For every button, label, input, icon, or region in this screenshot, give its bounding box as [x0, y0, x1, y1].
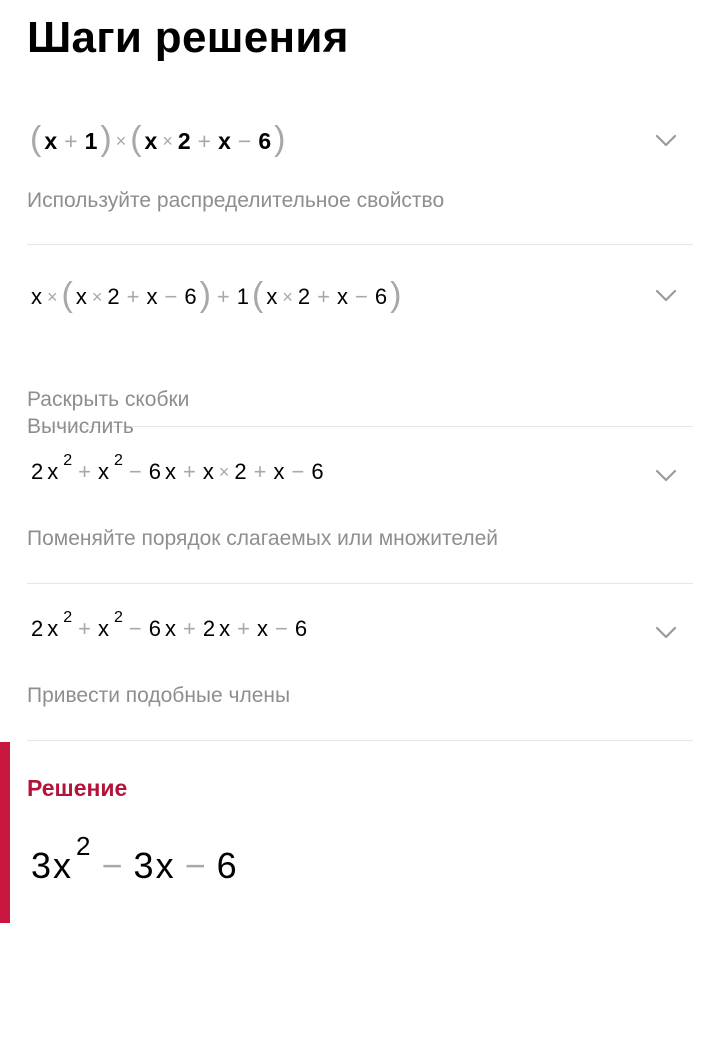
- term: 2: [234, 459, 247, 484]
- operator: +: [64, 128, 78, 154]
- chevron-down-icon[interactable]: [655, 465, 677, 487]
- term: x: [266, 284, 278, 309]
- operator: −: [184, 845, 206, 886]
- step-expression: [29, 120, 286, 158]
- operator: +: [237, 616, 250, 641]
- term: 2: [297, 284, 311, 309]
- operator: −: [128, 459, 142, 484]
- term: 6: [311, 459, 324, 484]
- operator: ×: [91, 287, 103, 307]
- operator: +: [183, 616, 196, 641]
- chevron-down-icon[interactable]: [655, 622, 677, 644]
- operator: −: [354, 284, 368, 309]
- paren: (: [30, 120, 42, 158]
- operator: +: [78, 616, 92, 641]
- term: x: [202, 459, 214, 484]
- exponent: 2: [76, 831, 91, 861]
- operator: −: [164, 284, 178, 309]
- term: x: [44, 128, 58, 154]
- term: x: [336, 284, 348, 309]
- paren: (: [252, 276, 264, 314]
- step-item[interactable]: [27, 584, 693, 741]
- step-description-line: Вычислить: [27, 415, 134, 438]
- term: 3: [31, 845, 52, 886]
- term: x: [165, 616, 177, 641]
- term: 6: [294, 616, 308, 641]
- term: x: [47, 459, 59, 484]
- operator: ×: [162, 131, 173, 151]
- step-description: Поменяйте порядок слагаемых или множителей: [27, 527, 498, 550]
- chevron-down-icon[interactable]: [655, 130, 677, 152]
- term: x: [75, 284, 87, 309]
- term: x: [165, 459, 177, 484]
- paren: (: [61, 276, 73, 314]
- step-item[interactable]: [27, 100, 693, 245]
- step-description: Привести подобные члены: [27, 684, 291, 707]
- term: x: [53, 845, 72, 886]
- exponent: 2: [114, 452, 123, 469]
- operator: ×: [47, 287, 58, 307]
- operator: ×: [282, 287, 293, 307]
- solution-label: Решение: [27, 775, 128, 801]
- term: x: [218, 128, 231, 154]
- term: x: [98, 459, 110, 484]
- term: x: [273, 459, 285, 484]
- paren: (: [130, 120, 142, 158]
- term: 1: [84, 128, 98, 154]
- term: x: [257, 616, 268, 641]
- step-expression: [29, 452, 326, 487]
- term: 6: [184, 284, 197, 309]
- step-description-line: Раскрыть скобки: [27, 388, 190, 411]
- term: 2: [202, 616, 216, 641]
- operator: −: [128, 616, 142, 641]
- paren: ): [274, 120, 286, 158]
- operator: −: [101, 845, 123, 886]
- term: 1: [236, 284, 250, 309]
- term: 2: [31, 459, 44, 484]
- term: 6: [216, 845, 237, 886]
- term: 2: [31, 616, 44, 641]
- exponent: 2: [63, 452, 73, 469]
- operator: +: [183, 459, 196, 484]
- operator: +: [216, 284, 230, 309]
- operator: −: [291, 459, 305, 484]
- operator: ×: [115, 131, 127, 151]
- exponent: 2: [114, 609, 123, 626]
- operator: −: [237, 128, 252, 154]
- operator: +: [126, 284, 140, 309]
- step-description: Используйте распределительное свойство: [27, 189, 445, 212]
- page-title: Шаги решения: [27, 13, 349, 62]
- operator: +: [78, 459, 92, 484]
- paren: ): [390, 276, 402, 314]
- term: x: [47, 616, 59, 641]
- solution-accent-bar: [0, 742, 10, 923]
- term: x: [155, 845, 174, 886]
- term: 6: [148, 616, 162, 641]
- solution-expression: [30, 831, 238, 888]
- term: 6: [374, 284, 388, 309]
- steps-list: [27, 100, 693, 741]
- term: 6: [148, 459, 162, 484]
- term: 2: [177, 128, 191, 154]
- term: 2: [107, 284, 120, 309]
- paren: ): [199, 276, 211, 314]
- step-item[interactable]: [27, 245, 693, 438]
- term: x: [146, 284, 158, 309]
- term: x: [219, 616, 231, 641]
- exponent: 2: [63, 609, 73, 626]
- term: x: [144, 128, 158, 154]
- operator: ×: [218, 462, 230, 482]
- operator: +: [253, 459, 267, 484]
- chevron-down-icon[interactable]: [655, 285, 677, 307]
- step-expression: [29, 276, 402, 314]
- step-expression: [29, 609, 309, 644]
- solution-panel: [0, 742, 720, 924]
- step-item[interactable]: [27, 427, 693, 584]
- term: 3: [133, 845, 154, 886]
- operator: +: [197, 128, 212, 154]
- term: x: [98, 616, 110, 641]
- operator: +: [317, 284, 330, 309]
- paren: ): [100, 120, 112, 158]
- term: 6: [258, 128, 272, 154]
- term: x: [31, 284, 42, 309]
- operator: −: [275, 616, 288, 641]
